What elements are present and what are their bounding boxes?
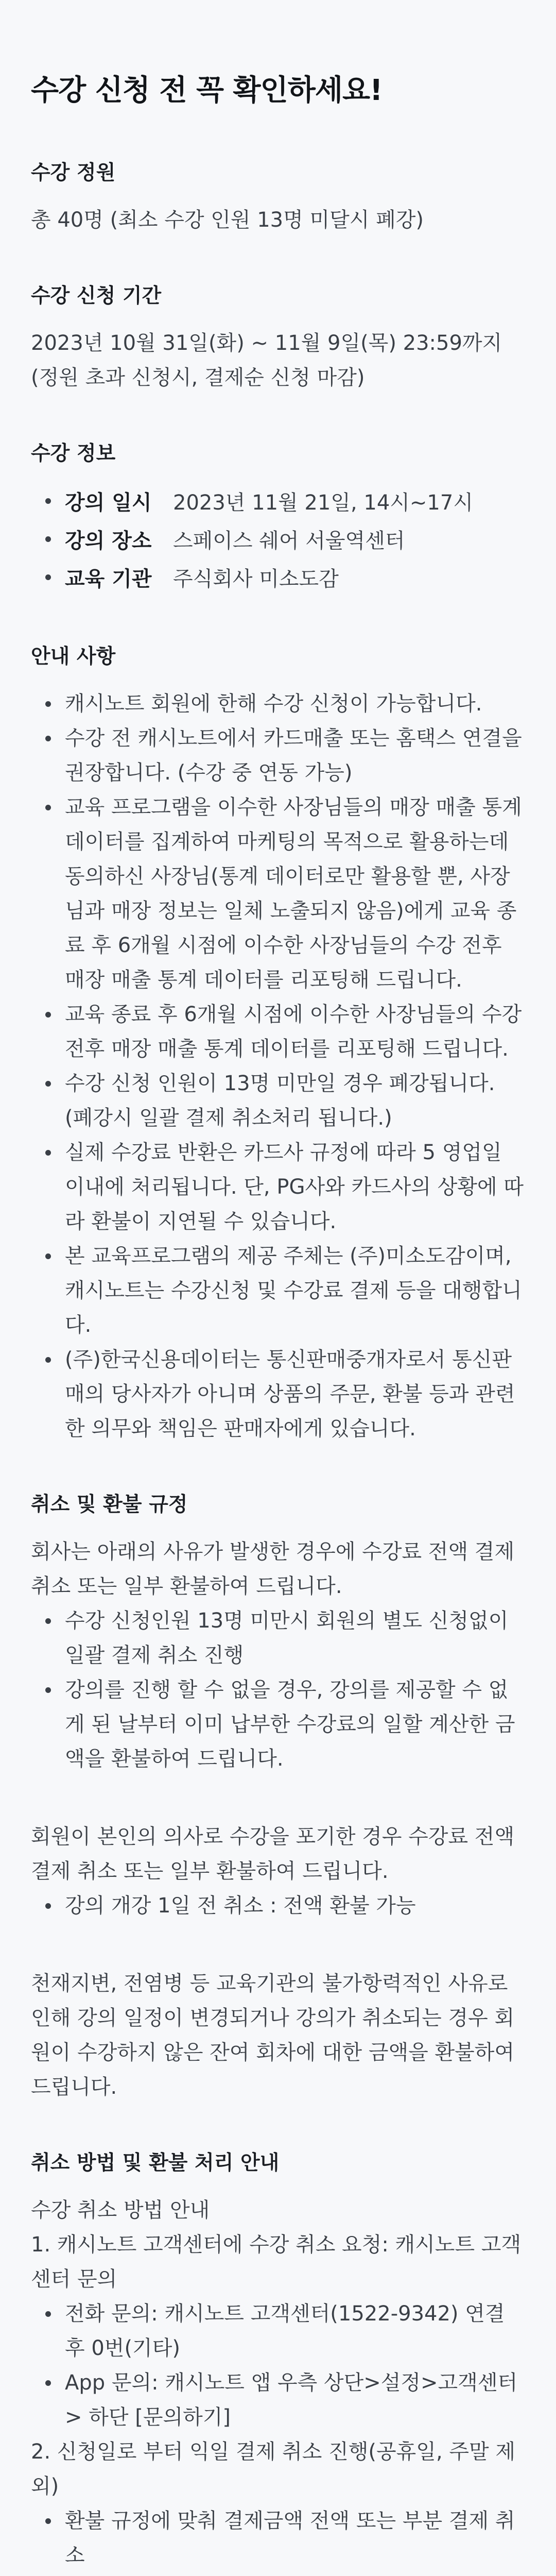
- cancel-step-2-list: [31, 2504, 525, 2573]
- notice-item: (주)한국신용데이터는 통신판매중개자로서 통신판매의 당사자가 아니며 상품의 주문, 환불 등과 관련한 의무와 책임은 판매자에게 있습니다.: [65, 1343, 525, 1446]
- cancel-section: [31, 2149, 525, 2576]
- course-info-section: [31, 439, 525, 598]
- capacity-text: 총 40명 (최소 수강 인원 13명 미달시 폐강): [31, 208, 424, 232]
- course-info-item: [65, 522, 525, 560]
- page-title: 수강 신청 전 꼭 확인하세요!: [31, 74, 383, 107]
- cancel-heading: 취소 방법 및 환불 처리 안내: [31, 2151, 280, 2175]
- course-info-list: [31, 484, 525, 598]
- period-section: [31, 282, 525, 395]
- period-line-1: 2023년 10월 31일(화) ~ 11월 9일(목) 23:59까지: [31, 331, 502, 355]
- refund-heading: 취소 및 환불 규정: [31, 1493, 188, 1516]
- capacity-heading: 수강 정원: [31, 161, 116, 184]
- course-info-item: [65, 484, 525, 522]
- cancel-subheading: 수강 취소 방법 안내: [31, 2198, 210, 2222]
- refund-force-text: 천재지변, 전염병 등 교육기관의 불가항력적인 사유로 인해 강의 일정이 변경되거나 강의가 취소되는 경우 회원이 수강하지 않은 잔여 회차에 대한 금액을 환불하여 드립니다.: [31, 1972, 515, 2099]
- course-info-key: 교육 기관: [65, 567, 152, 591]
- course-info-key: 강의 장소: [65, 529, 152, 553]
- refund-list: [31, 1604, 525, 1776]
- refund-item: 강의를 진행 할 수 없을 경우, 강의를 제공할 수 없게 된 날부터 이미 납부한 수강료의 일할 계산한 금액을 환불하여 드립니다.: [65, 1673, 525, 1776]
- refund-section: [31, 1490, 525, 2105]
- spacer: [31, 1923, 525, 1967]
- course-info-item: [65, 560, 525, 598]
- notice-item: 수강 전 캐시노트에서 카드매출 또는 홈택스 연결을 권장합니다. (수강 중 연동 가능): [65, 721, 525, 790]
- period-heading: 수강 신청 기간: [31, 284, 162, 308]
- course-info-value: 2023년 11월 21일, 14시~17시: [173, 491, 473, 515]
- course-info-heading: 수강 정보: [31, 442, 116, 465]
- refund-member-text: 회원이 본인의 의사로 수강을 포기한 경우 수강료 전액 결제 취소 또는 일부 환불하여 드립니다.: [31, 1825, 515, 1883]
- notice-heading: 안내 사항: [31, 645, 116, 668]
- cancel-step-1: 1. 캐시노트 고객센터에 수강 취소 요청: 캐시노트 고객센터 문의: [31, 2233, 522, 2291]
- refund-item: 수강 신청인원 13명 미만시 회원의 별도 신청없이 일괄 결제 취소 진행: [65, 1604, 525, 1673]
- notice-item: 교육 종료 후 6개월 시점에 이수한 사장님들의 수강전후 매장 매출 통계 데이터를 리포팅해 드립니다.: [65, 997, 525, 1066]
- spacer: [31, 1776, 525, 1820]
- notice-item: 수강 신청 인원이 13명 미만일 경우 폐강됩니다. (폐강시 일괄 결제 취소처리 됩니다.): [65, 1066, 525, 1136]
- notice-item: 실제 수강료 반환은 카드사 규정에 따라 5 영업일 이내에 처리됩니다. 단, PG사와 카드사의 상황에 따라 환불이 지연될 수 있습니다.: [65, 1136, 525, 1239]
- course-info-key: 강의 일시: [65, 491, 152, 515]
- course-info-value: 스페이스 쉐어 서울역센터: [173, 529, 405, 553]
- notice-item: 캐시노트 회원에 한해 수강 신청이 가능합니다.: [65, 687, 525, 721]
- cancel-step-1-item: 전화 문의: 캐시노트 고객센터(1522-9342) 연결 후 0번(기타): [65, 2297, 525, 2366]
- cancel-step-2: 2. 신청일로 부터 익일 결제 취소 진행(공휴일, 주말 제외): [31, 2440, 516, 2498]
- notice-list: [31, 687, 525, 1446]
- refund-member-item: 강의 개강 1일 전 취소 : 전액 환불 가능: [65, 1889, 525, 1923]
- cancel-step-2-item: 환불 규정에 맞춰 결제금액 전액 또는 부분 결제 취소: [65, 2504, 525, 2573]
- notice-item: 본 교육프로그램의 제공 주체는 (주)미소도감이며, 캐시노트는 수강신청 및 수강료 결제 등을 대행합니다.: [65, 1239, 525, 1343]
- cancel-step-1-item: App 문의: 캐시노트 앱 우측 상단>설정>고객센터> 하단 [문의하기]: [65, 2366, 525, 2435]
- capacity-section: [31, 159, 525, 238]
- cancel-step-1-list: [31, 2297, 525, 2435]
- course-info-value: 주식회사 미소도감: [173, 567, 339, 591]
- notice-section: [31, 642, 525, 1446]
- spacer: [31, 2573, 525, 2576]
- refund-intro: 회사는 아래의 사유가 발생한 경우에 수강료 전액 결제 취소 또는 일부 환불하여 드립니다.: [31, 1540, 515, 1598]
- refund-member-list: [31, 1889, 525, 1923]
- notice-item: 교육 프로그램을 이수한 사장님들의 매장 매출 통계 데이터를 집계하여 마케팅의 목적으로 활용하는데 동의하신 사장님(통계 데이터로만 활용할 뿐, 사장님과 매장 정보는 일체 노출되지 않음)에게 교육 종료 후 6개월 시점에 이수한 사장님들의 수강 전후 매장 매출 통계 데이터를 리포팅해 드립니다.: [65, 790, 525, 997]
- period-line-2: (정원 초과 신청시, 결제순 신청 마감): [31, 366, 365, 389]
